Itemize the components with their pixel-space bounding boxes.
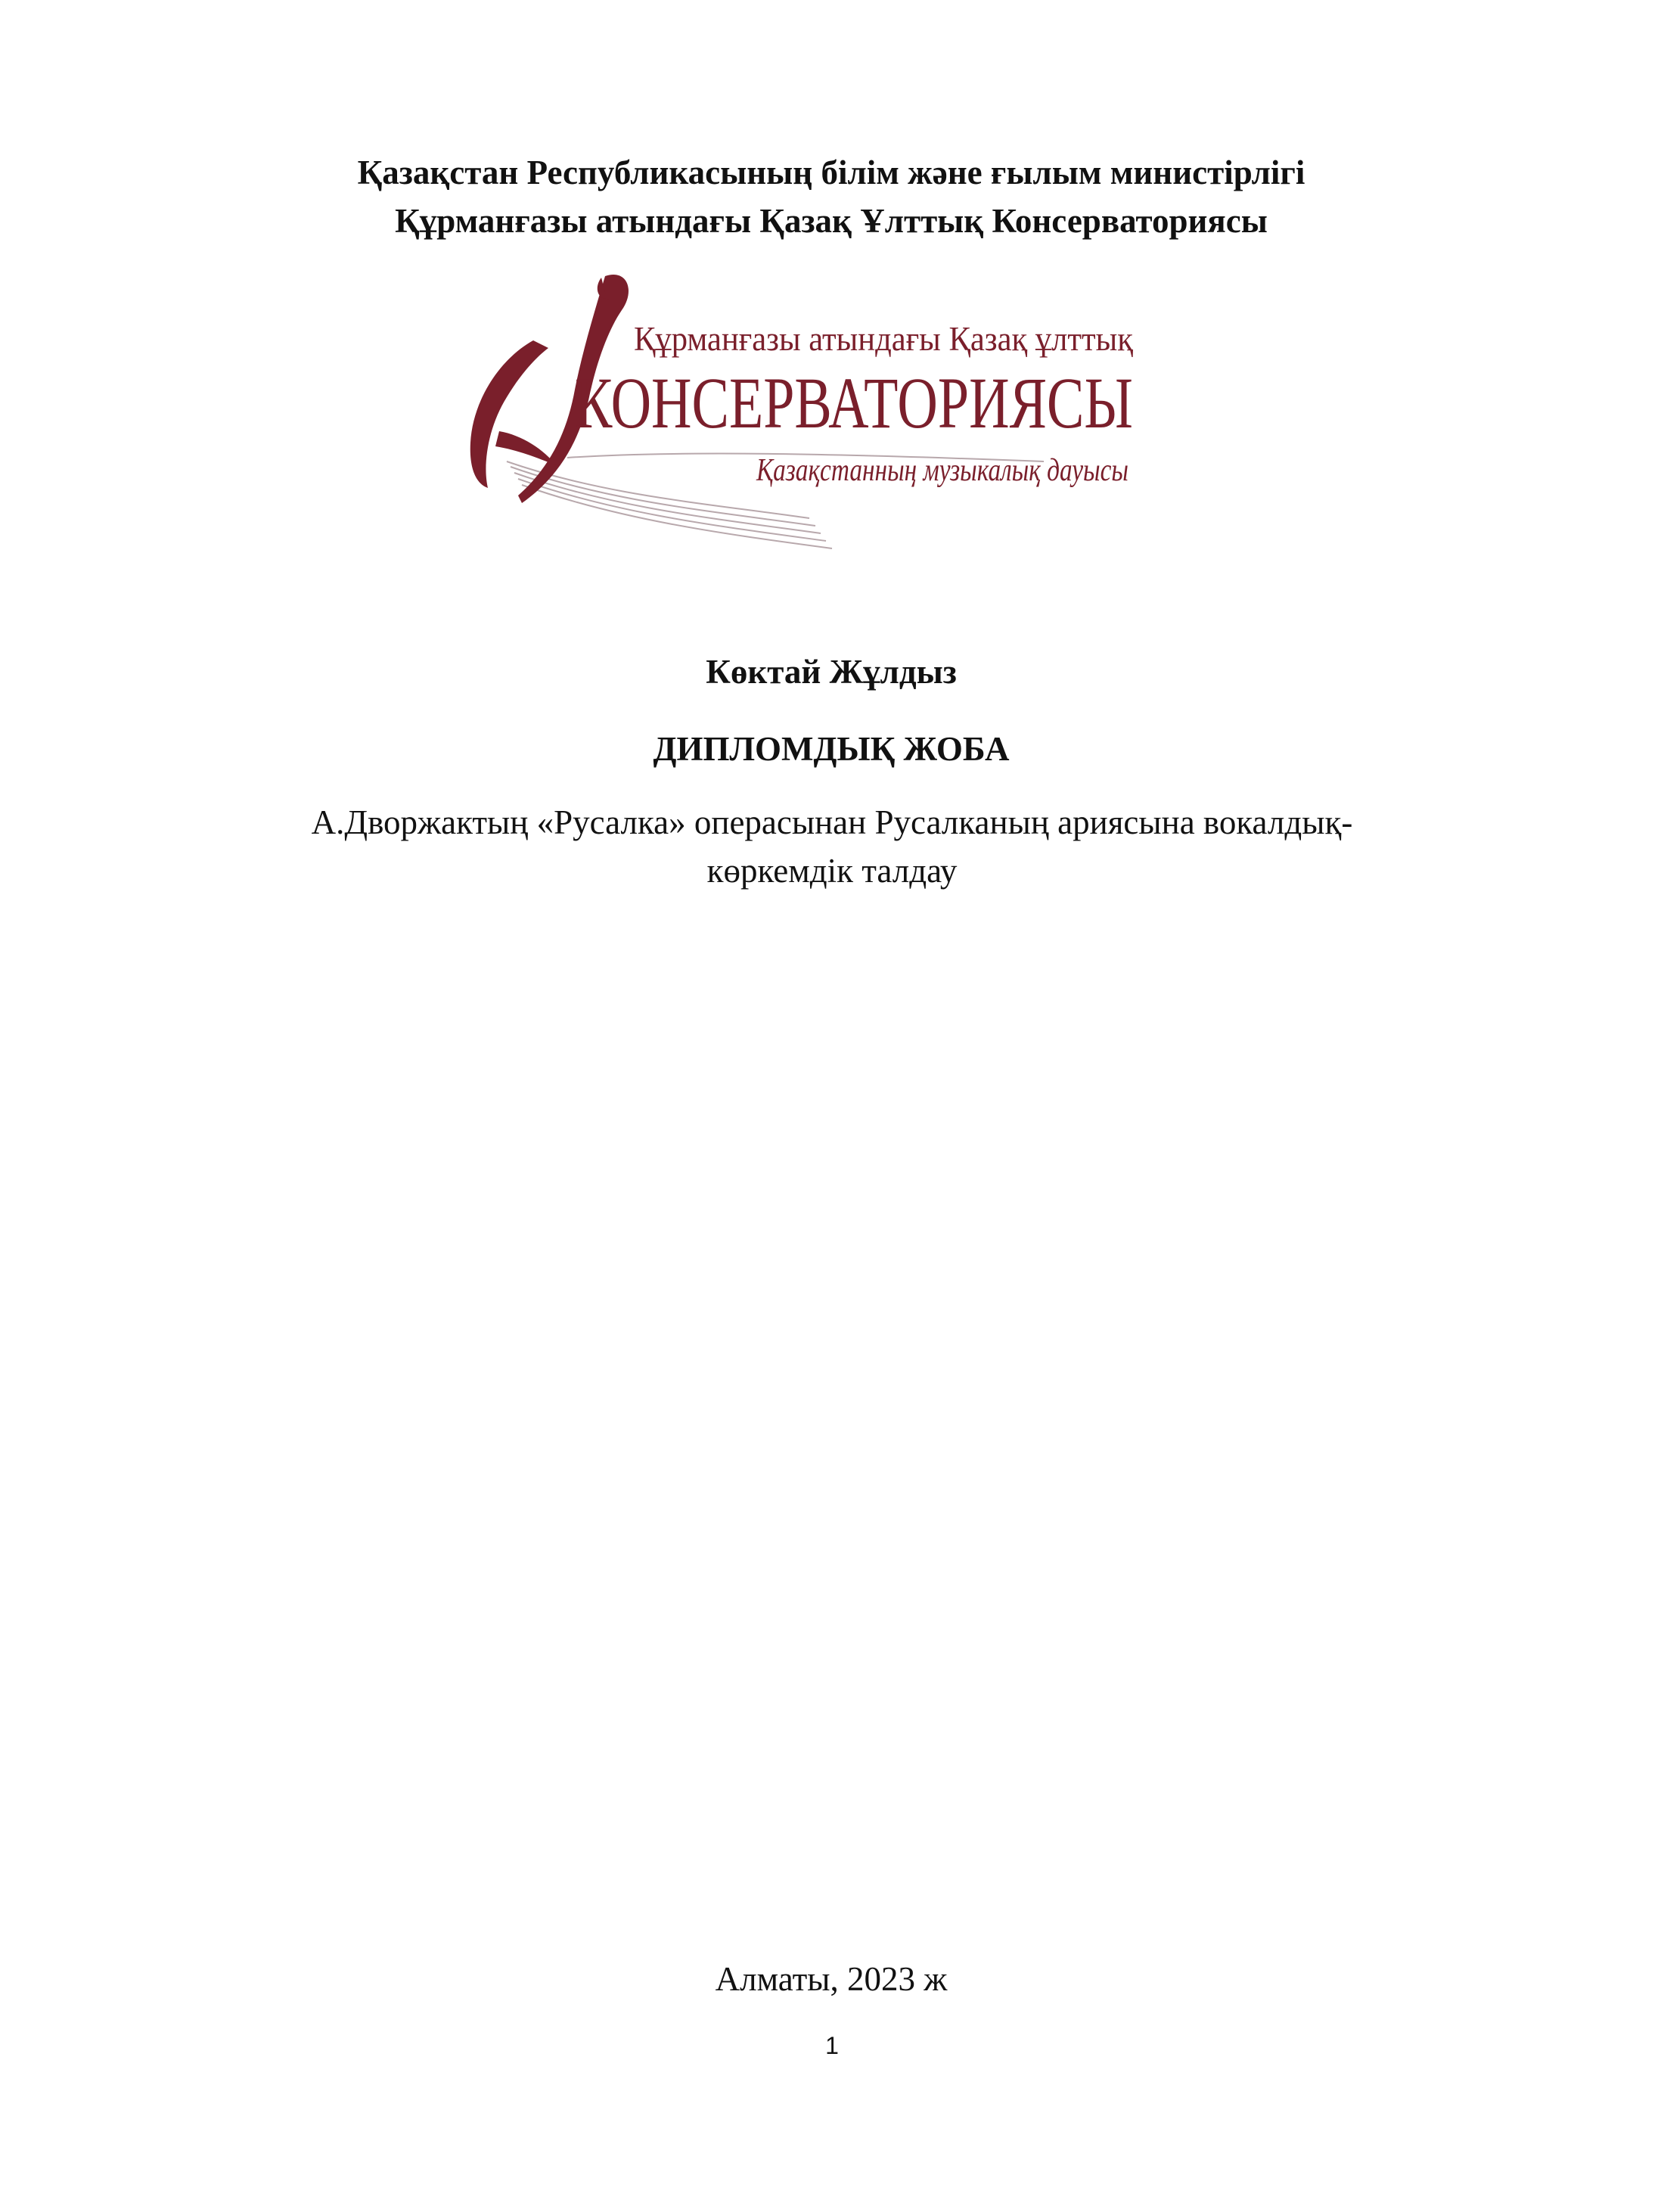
ministry-name: Қазақстан Республикасының білім және ғылым министірлігі — [357, 154, 1305, 191]
document-type: ДИПЛОМДЫҚ ЖОБА — [653, 730, 1010, 768]
place-and-year: Алматы, 2023 ж — [715, 1960, 948, 1998]
logo-tagline: Қазақстанның музыкалық дауысы — [756, 453, 1128, 488]
title-line-1: А.Дворжактың «Русалка» операсынан Русалканың ариясына вокалдық- — [311, 803, 1353, 841]
title-line-2: көркемдік талдау — [706, 852, 958, 890]
logo-line1: Құрманғазы атындағы Қазақ ұлттық — [634, 319, 1134, 358]
document-header — [0, 148, 1662, 245]
conservatory-logo — [454, 269, 1150, 556]
page-number: 1 — [825, 2032, 839, 2059]
institution-name: Құрманғазы атындағы Қазақ Ұлттық Консерваториясы — [395, 202, 1268, 240]
author-name: Көктай Жұлдыз — [706, 653, 957, 691]
document-title — [257, 798, 1407, 895]
logo-line2: КОНСЕРВАТОРИЯСЫ — [575, 362, 1133, 443]
